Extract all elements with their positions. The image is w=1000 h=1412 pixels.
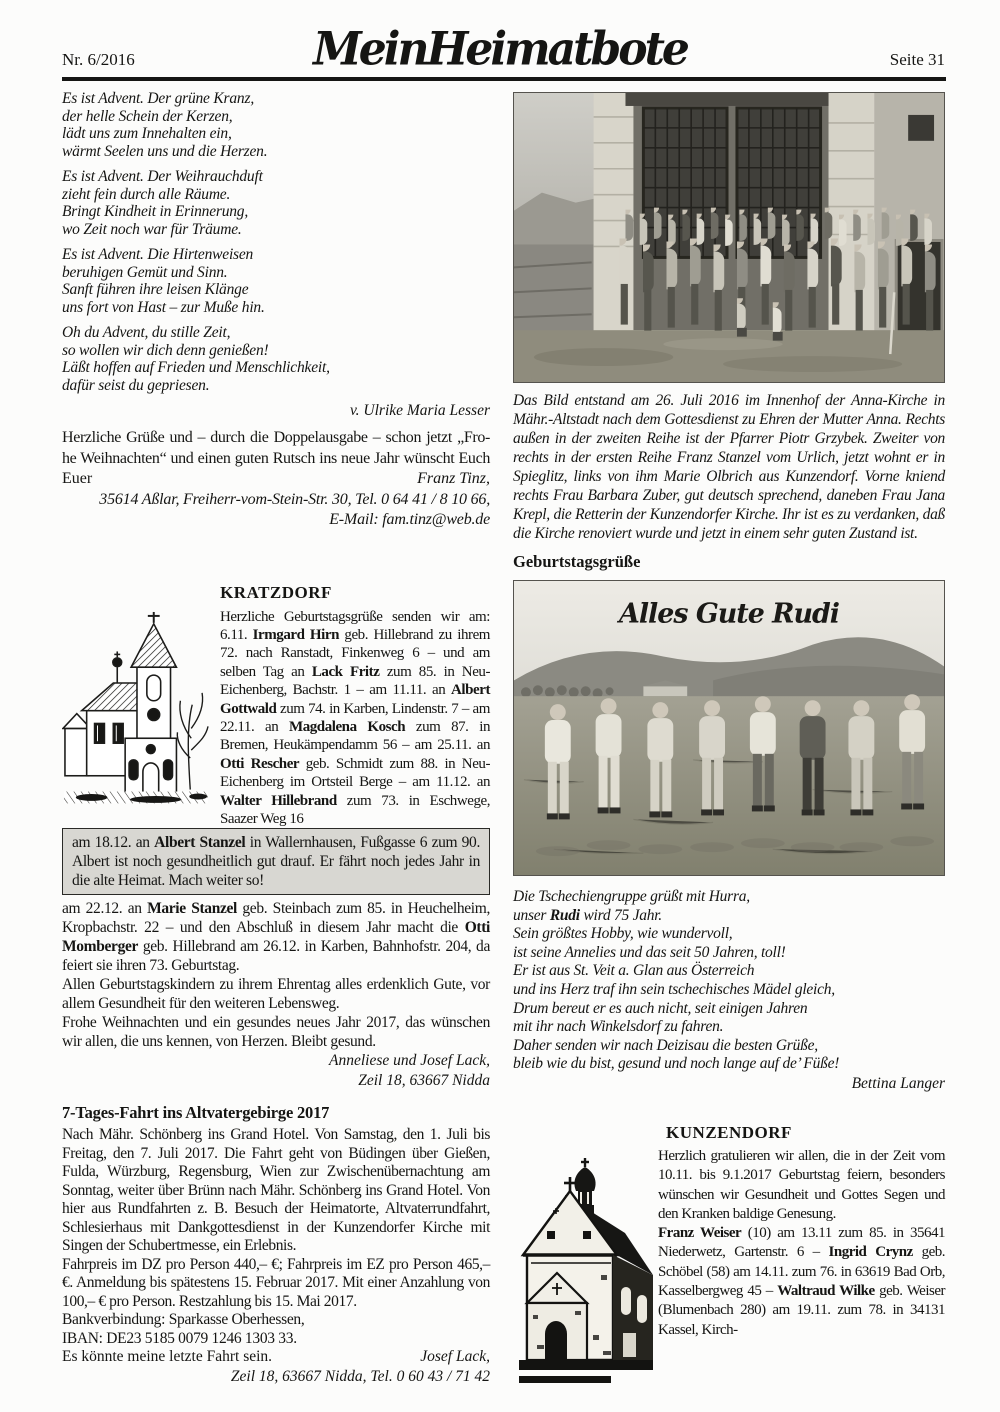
kratzdorf-signature: Anneliese und Josef Lack, [329, 1052, 490, 1070]
trip-signer-address: Zeil 18, 63667 Nidda, Tel. 0 60 43 / 71 42 [230, 1367, 490, 1385]
anna-kirche-group-photo [513, 92, 945, 383]
trip-paragraph-1: Nach Mähr. Schönberg ins Grand Hotel. Von Samstag, den 1. Juli bis Freitag, den 7. Juli 2017. Die Fahrt geht von Büdingen über Gießen, Fulda, Würzburg, Regensburg, Wien zur Zwischenübernachtung am Sonntag, weiter über Brünn nach Mähr. Schönberg ins Grand Hotel. Von hier aus Rundfahrten z. B. Besuch der Heimatorte, Altvaterrundfahrt, Schlesierhaus mit Dankgottesdienst in der Kunzendorfer Kirche mit Singen der Schubertmesse, ein Erlebnis. [62, 1126, 490, 1255]
birthday-greetings-heading: Geburtstagsgrüße [513, 552, 641, 571]
left-column [62, 90, 490, 1386]
rudi-poem: Die Tschechiengruppe grüßt mit Hurra, unser Rudi wird 75 Jahr. Sein größtes Hobby, wie wundervoll, ist seine Annelies und das seit 50 Jahren, toll! Er ist aus St. Veit a. Glan aus Österreich und ins Herz traf ihn sein tschechisches Mädel gleich, Drum bereut er es auch nicht, seit einigen Jahren mit ihr nach Winkelsdorf zu fahren. Daher senden wir nach Deizisau die besten Grüße, bleib wie du bist, gesund und noch lange auf de’ Füße! [513, 888, 840, 1073]
tschechiengruppe-photo [513, 580, 945, 876]
kratzdorf-signature-address: Zeil 18, 63667 Nidda [358, 1071, 490, 1089]
kunzendorf-text [658, 1147, 945, 1395]
greeting-euer: Euer [62, 470, 93, 487]
kunzendorf-section [513, 1147, 945, 1395]
trip-bank-line: Bankverbindung: Sparkasse Oberhessen, [62, 1311, 305, 1329]
greeting-email: E-Mail: fam.tinz@web.de [329, 511, 490, 528]
kratzdorf-paragraph-3: Allen Geburtstagskindern zu ihrem Ehrentag alles erdenklich Gute, vor allem Gesundheit für den weiteren Lebensweg. [62, 976, 490, 1013]
barred-church-window [737, 108, 821, 257]
trip-closing: Es könnte meine letzte Fahrt sein. [62, 1348, 273, 1366]
kratzdorf-church-illustration [62, 610, 210, 810]
stanzel-highlight-box: am 18.12. an Albert Stanzel in Wallernhausen, Fußgasse 6 zum 90. Albert ist noch gesundheitlich gut drauf. Er fährt noch jedes Jahr in die alte Heimat. Mach weiter so! [62, 828, 490, 895]
greeting-paragraph: Herzliche Grüße und – durch die Doppelausgabe – schon jetzt „Fro- he Weihnachten“ und einen guten Rutsch ins neue Jahr wünscht Euch [62, 429, 490, 467]
trip-paragraph-2: Fahrpreis im DZ pro Person 440,– €; Fahrpreis im EZ pro Person 465,– €. Anmeldung bis spätestens 15. Februar 2017. Mit einer Anzahlung von 100,– € pro Person. Restzahlung bis 15. Mai 2017. [62, 1255, 490, 1310]
masthead-title: Mein Heimatbote [313, 22, 687, 77]
greeting-signature-row [62, 469, 490, 490]
trip-heading: 7-Tages-Fahrt ins Altvatergebirge 2017 [62, 1103, 330, 1123]
poem-attribution: v. Ulrike Maria Lesser [349, 402, 490, 419]
rudi-poem-attribution: Bettina Langer [851, 1074, 945, 1092]
greeting-signer: Franz Tinz, [417, 470, 490, 487]
issue-number: Nr. 6/2016 [62, 50, 135, 69]
page-number: Seite 31 [889, 50, 945, 69]
right-column [513, 92, 945, 1395]
poem-stanza: Es ist Advent. Der Weihrauchduft zieht fein durch alle Räume. Bringt Kindheit in Erinnerung, wo Zeit noch war für Träume. [62, 168, 263, 238]
kunzendorf-paragraph-1: Herzlich gratulieren wir allen, die in der Zeit vom 10.11. bis 9.1.2017 Geburtstag feiern, besonders wünschen wir Gesundheit und Gottes Segen und den Kranken baldige Genesung. [658, 1147, 945, 1222]
photo1-caption: Das Bild entstand am 26. Juli 2016 im Innenhof der Anna-Kirche in Mähr.-Altstadt nach dem Gottesdienst zu Ehren der Mutter Anna. Rechts außen in der zweiten Reihe ist der Pfarrer Piotr Grzybek. Zweiter von rechts in der ersten Reihe Franz Stanzel vom Urlich, jetzt wohnt er in Spieglitz, links von ihm Marie Olbrich aus Kunzendorf. Vorne kniend rechts Frau Barbara Zuber, gut deutsch sprechend, daneben Frau Jana Krepl, die Retterin der Kunzendorfer Kirche. Ihr ist es zu verdanken, daß die Kirche renoviert wurde und jetzt in einem sehr guten Zustand ist. [513, 392, 945, 542]
kratzdorf-heading: KRATZDORF [220, 582, 332, 602]
kunzendorf-paragraph-2: Franz Weiser (10) am 13.11 zum 85. in 35641 Niederwetz, Gartenstr. 6 – Ingrid Crynz geb. Schöbel (58) am 14.11. zum 76. in 63619 Bad Orb, Kasselbergweg 45 – Waltraud Wilke geb. Weiser (Blumenbach 280) am 19.11. zum 78. in 34131 Kassel, Kirch- [658, 1225, 945, 1338]
trip-closing-row [62, 1348, 490, 1367]
kunzendorf-heading: KUNZENDORF [666, 1122, 792, 1142]
trip-signer: Josef Lack, [420, 1348, 490, 1366]
advent-poem [62, 90, 490, 394]
poem-stanza: Oh du Advent, du stille Zeit, so wollen wir dich denn genießen! Läßt hoffen auf Frieden und Menschlichkeit, dafür seist du gepriesen. [62, 324, 330, 394]
tree-sketch [177, 692, 208, 789]
photo-overlay-text: Alles Gute Rudi [618, 598, 840, 630]
kratzdorf-paragraph-4: Frohe Weihnachten und ein gesundes neues Jahr 2017, das wünschen wir allen, die uns kennen, von Herzen. Bleibt gesund. [62, 1014, 490, 1051]
poem-stanza: Es ist Advent. Die Hirtenweisen beruhigen Gemüt und Sinn. Sanft führen ihre leisen Klänge uns fort von Hast – zur Muße hin. [62, 246, 265, 316]
poem-stanza: Es ist Advent. Der grüne Kranz, der helle Schein der Kerzen, lädt uns zum Innehalten ein, wärmt Seelen uns und die Herzen. [62, 90, 268, 160]
kratzdorf-birthday-text: Herzliche Geburtstagsgrüße senden wir am: 6.11. Irmgard Hirn geb. Hillebrand zu ihrem 72. nach Ranstadt, Finkenweg 6 – und am selben Tag an Lack Fritz zum 85. in Neu-Eichenberg, Bachstr. 1 – am 11.11. an Albert Gottwald zum 74. in Karben, Lindenstr. 7 – am 22.11. an Magdalena Kosch zum 87. in Bremen, Heukämpendamm 56 – am 25.11. an Otti Rescher geb. Schmidt zum 88. in Neu-Eichenberg im Ortsteil Berge – am 11.12. an Walter Hillebrand zum 73. in Eschwege, Saazer Weg 16 [220, 608, 490, 827]
kratzdorf-paragraph-2: am 22.12. an Marie Stanzel geb. Steinbach zum 85. in Heuchelheim, Kropbachstr. 22 – und den Abschluß in diesem Jahr macht die Otti Momberger geb. Hillebrand am 26.12. in Karben, Bahnhofstr. 204, da feiert sie ihren 73. Geburtstag. [62, 900, 490, 975]
greeting-address: 35614 Aßlar, Freiherr-vom-Stein-Str. 30, Tel. 0 64 41 / 8 10 66, [99, 490, 490, 508]
header-rule [62, 77, 946, 81]
kunzendorf-church-illustration [513, 1155, 658, 1395]
trip-iban-line: IBAN: DE23 5185 0079 1246 1303 33. [62, 1329, 297, 1347]
